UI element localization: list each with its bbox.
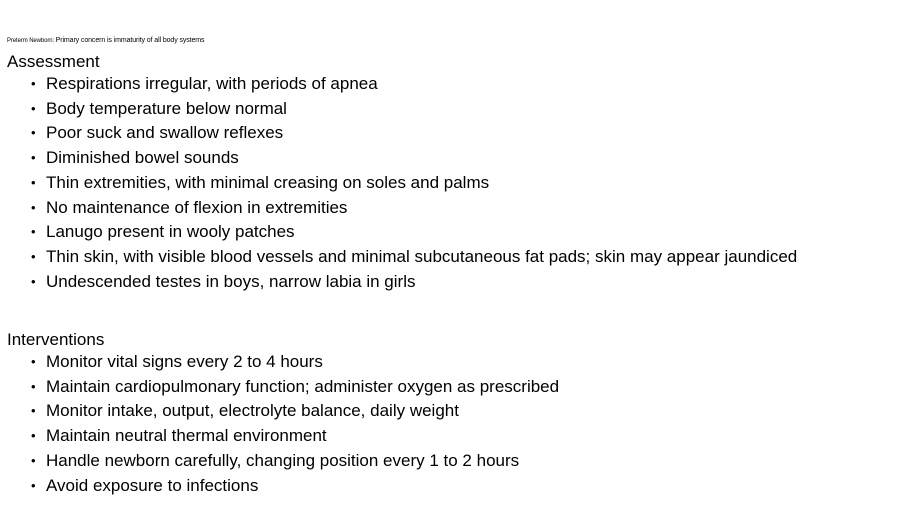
list-item-text: Thin skin, with visible blood vessels and minimal subcutaneous fat pads; skin may appear jaundiced bbox=[46, 246, 798, 266]
bullet-dot-icon: • bbox=[31, 452, 36, 468]
list-item-text: Lanugo present in wooly patches bbox=[46, 222, 295, 242]
list-item bbox=[31, 399, 559, 424]
list-item bbox=[31, 449, 559, 474]
bullet-dot-icon: • bbox=[31, 125, 36, 141]
bullet-dot-icon: • bbox=[31, 76, 36, 91]
bullet-dot-icon: • bbox=[31, 224, 36, 240]
bullet-dot-icon: • bbox=[31, 428, 36, 444]
list-item bbox=[31, 220, 797, 245]
interventions-section bbox=[7, 329, 559, 498]
assessment-heading: Assessment bbox=[7, 52, 100, 71]
bullet-dot-icon: • bbox=[31, 150, 36, 166]
slide-title bbox=[7, 36, 204, 46]
interventions-heading: Interventions bbox=[7, 330, 105, 349]
bullet-dot-icon: • bbox=[31, 378, 36, 394]
list-item-text: Poor suck and swallow reflexes bbox=[46, 123, 284, 143]
list-item-text: Thin extremities, with minimal creasing on soles and palms bbox=[46, 172, 490, 192]
bullet-dot-icon: • bbox=[31, 403, 36, 419]
interventions-list bbox=[7, 350, 559, 498]
list-item bbox=[31, 121, 797, 146]
list-item bbox=[31, 196, 797, 221]
assessment-list bbox=[7, 72, 797, 294]
list-item-text: Body temperature below normal bbox=[46, 98, 287, 118]
list-item bbox=[31, 350, 559, 375]
bullet-dot-icon: • bbox=[31, 174, 36, 190]
list-item bbox=[31, 474, 559, 499]
bullet-dot-icon: • bbox=[31, 199, 36, 215]
list-item bbox=[31, 97, 797, 122]
list-item-text: Undescended testes in boys, narrow labia in girls bbox=[46, 271, 416, 291]
list-item-text: Monitor vital signs every 2 to 4 hours bbox=[46, 352, 323, 371]
bullet-dot-icon: • bbox=[31, 273, 36, 289]
bullet-dot-icon: • bbox=[31, 477, 36, 493]
bullet-dot-icon: • bbox=[31, 248, 36, 264]
list-item bbox=[31, 424, 559, 449]
list-item-text: Monitor intake, output, electrolyte balance, daily weight bbox=[46, 401, 459, 421]
list-item bbox=[31, 270, 797, 295]
slide-title-text: Primary concern is immaturity of all body systems bbox=[55, 37, 205, 44]
list-item bbox=[31, 146, 797, 171]
bullet-dot-icon: • bbox=[31, 100, 36, 116]
list-item bbox=[31, 375, 559, 400]
list-item bbox=[31, 72, 797, 97]
list-item-text: Maintain cardiopulmonary function; administer oxygen as prescribed bbox=[46, 376, 560, 396]
list-item bbox=[31, 171, 797, 196]
bullet-dot-icon: • bbox=[31, 354, 36, 369]
list-item-text: Diminished bowel sounds bbox=[46, 148, 239, 168]
list-item bbox=[31, 245, 797, 270]
list-item-text: Avoid exposure to infections bbox=[46, 475, 259, 495]
list-item-text: Handle newborn carefully, changing position every 1 to 2 hours bbox=[46, 450, 520, 470]
list-item-text: Respirations irregular, with periods of apnea bbox=[46, 74, 378, 93]
slide-title-prefix: Preterm Newborn: bbox=[7, 38, 55, 44]
list-item-text: No maintenance of flexion in extremities bbox=[46, 197, 348, 217]
assessment-section bbox=[7, 51, 797, 294]
list-item-text: Maintain neutral thermal environment bbox=[46, 426, 327, 446]
